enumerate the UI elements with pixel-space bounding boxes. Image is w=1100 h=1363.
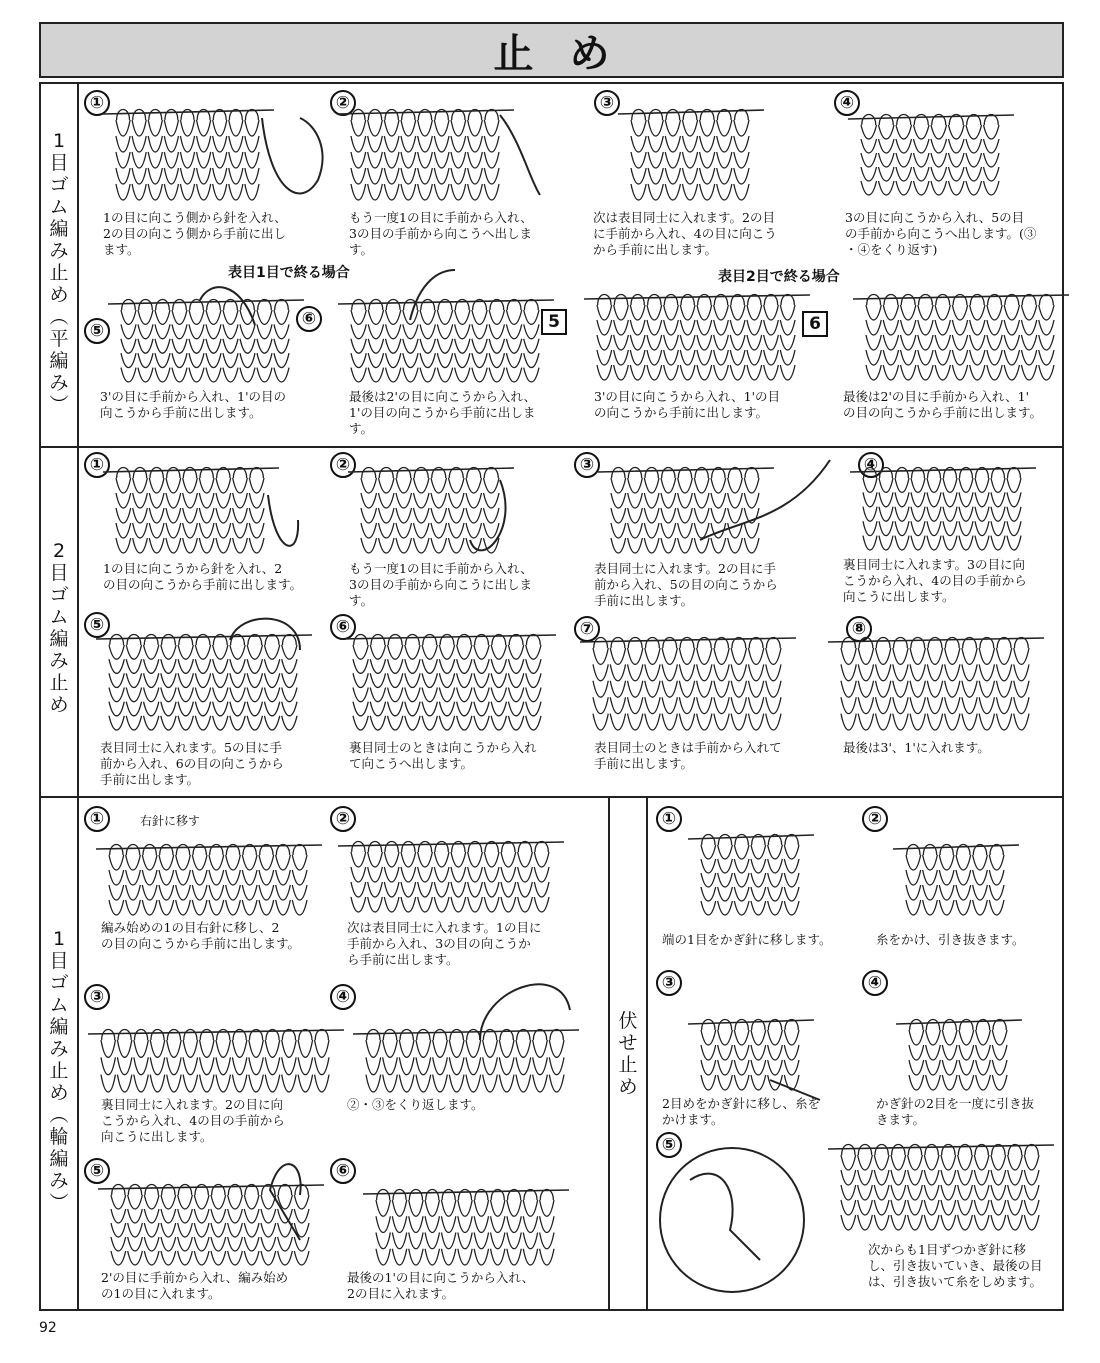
- swatch-illustration: [618, 110, 764, 201]
- step-number: ④: [330, 984, 356, 1010]
- section-label-round-1x1: 1 目 ゴ ム 編 み 止 め ︵ 輪 編 み ︶: [49, 928, 69, 1214]
- swatch-illustration: [103, 110, 274, 201]
- step-caption: 編み始めの1の目右針に移し、2 の目の向こうから手前に出します。: [101, 920, 301, 951]
- step-number: ④: [834, 90, 860, 116]
- swatch-illustration: [103, 468, 279, 554]
- step-number: ②: [330, 90, 356, 116]
- swatch-illustration: [348, 468, 514, 554]
- swatch-illustration: [108, 300, 304, 383]
- step-number: ②: [862, 806, 888, 832]
- step-number: ①: [84, 90, 110, 116]
- swatch-illustration: [96, 635, 312, 731]
- swatch-illustration: [340, 635, 556, 731]
- swatch-illustration: [828, 1145, 1054, 1231]
- step-caption: 1の目に向こうから針を入れ、2 の目の向こうから手前に出します。: [103, 561, 303, 592]
- step-number: ⑥: [296, 306, 322, 332]
- step-number: ③: [84, 984, 110, 1010]
- step-caption: 次からも1目ずつかぎ針に移 し、引き抜いていき、最後の目 は、引き抜いて糸をしめます。: [868, 1242, 1043, 1289]
- step-caption: 3'の目に向こうから入れ、1'の目 の向こうから手前に出します。: [594, 389, 781, 420]
- step-caption: 表目同士のときは手前から入れて 手前に出します。: [594, 740, 782, 771]
- step-caption: 裏目同士のときは向こうから入れ て向こうへ出します。: [349, 740, 537, 771]
- step-number: ①: [656, 806, 682, 832]
- step-number: ③: [574, 452, 600, 478]
- step-number: ①: [84, 452, 110, 478]
- step-number: ⑥: [330, 614, 356, 640]
- section-label-2x2: 2 目 ゴ ム 編 み 止 め: [49, 540, 69, 716]
- step-caption: 次は表目同士に入れます。1の目に 手前から入れ、3の目の向こうか ら手前に出します。: [347, 920, 542, 967]
- section-label-flat-1x1: 1 目 ゴ ム 編 み 止 め ︵ 平 編 み ︶: [49, 130, 69, 416]
- step-caption: もう一度1の目に手前から入れ、 3の目の手前から向こうへ出しま す。: [349, 210, 533, 257]
- swatch-illustration: [353, 1030, 579, 1093]
- step-caption: 表目同士に入れます。2の目に手 前から入れ、5の目の向こうから 手前に出します。: [594, 561, 778, 608]
- step-caption: 2目めをかぎ針に移し、糸を かけます。: [662, 1096, 820, 1127]
- swatch-illustration: [688, 835, 814, 916]
- step-number: ③: [656, 970, 682, 996]
- swatch-illustration: [853, 295, 1069, 381]
- step-number: ②: [330, 806, 356, 832]
- step-number: ⑤: [84, 318, 110, 344]
- step-caption: 表目同士に入れます。5の目に手 前から入れ、6の目の向こうから 手前に出します。: [100, 740, 284, 787]
- step-caption: 糸をかけ、引き抜きます。: [876, 932, 1025, 947]
- step-number: ②: [330, 452, 356, 478]
- step-number: ⑤: [84, 612, 110, 638]
- swatch-illustration: [828, 638, 1044, 731]
- step-number: ①: [84, 806, 110, 832]
- step-number: ⑤: [84, 1158, 110, 1184]
- step-number: ⑧: [846, 616, 872, 642]
- step-number: ⑦: [574, 616, 600, 642]
- subhead-end-one-knit: 表目1目で終る場合: [228, 265, 350, 281]
- step-caption: 最後は2'の目に向こうから入れ、 1'の目の向こうから手前に出しま す。: [349, 389, 537, 436]
- swatch-illustration: [96, 845, 322, 916]
- step-number: ④: [862, 970, 888, 996]
- swatch-illustration: [580, 638, 796, 731]
- step-caption: 最後は2'の目に手前から入れ、1' の目の向こうから手前に出します。: [843, 389, 1043, 420]
- step-caption: 裏目同士に入れます。3の目に向 こうから入れ、4の目の手前から 向こうに出します。: [843, 557, 1027, 604]
- swatch-illustration: [688, 1020, 814, 1091]
- step-number: ③: [594, 90, 620, 116]
- step-number-square: 5: [541, 309, 567, 335]
- page-number: 92: [39, 1320, 57, 1336]
- step-caption: ②・③をくり返します。: [347, 1097, 484, 1112]
- step-note-move-to-right-needle: 右針に移す: [140, 814, 201, 828]
- swatch-illustration: [850, 468, 1036, 551]
- swatch-illustration: [363, 1190, 569, 1266]
- swatch-illustration: [88, 1030, 344, 1093]
- section-label-bind-off: 伏 せ 止 め: [618, 1010, 638, 1098]
- swatch-illustration: [338, 842, 564, 913]
- step-caption: 最後の1'の目に向こうから入れ、 2の目に入れます。: [347, 1270, 535, 1301]
- swatch-illustration: [338, 300, 554, 383]
- swatch-illustration: [338, 110, 514, 201]
- step-caption: 端の1目をかぎ針に移します。: [662, 932, 832, 947]
- swatch-illustration: [598, 468, 774, 554]
- step-caption: 2'の目に手前から入れ、編み始め の1の目に入れます。: [101, 1270, 289, 1301]
- step-number: ④: [858, 452, 884, 478]
- step-caption: 裏目同士に入れます。2の目に向 こうから入れ、4の目の手前から 向こうに出します。: [101, 1097, 285, 1144]
- step-caption: 1の目に向こう側から針を入れ、 2の目の向こう側から手前に出し ます。: [103, 210, 287, 257]
- step-caption: 3の目に向こうから入れ、5の目 の手前から向こうへ出します。(③ ・④をくり返す): [845, 210, 1037, 257]
- step-caption: もう一度1の目に手前から入れ、 3の目の手前から向こうに出しま す。: [349, 561, 533, 608]
- page-title: 止め: [493, 30, 646, 77]
- swatch-illustration: [893, 845, 1019, 916]
- step-number: ⑤: [656, 1132, 682, 1158]
- swatch-illustration: [896, 1020, 1022, 1091]
- swatch-illustration: [848, 115, 1014, 196]
- step-caption: かぎ針の2目を一度に引き抜 きます。: [876, 1096, 1034, 1127]
- swatch-illustration: [584, 295, 810, 381]
- step-number: ⑥: [330, 1158, 356, 1184]
- step-caption: 3'の目に手前から入れ、1'の目の 向こうから手前に出します。: [100, 389, 287, 420]
- step-caption: 最後は3'、1'に入れます。: [843, 740, 990, 755]
- step-number-square: 6: [802, 311, 828, 337]
- subhead-end-two-knit: 表目2目で終る場合: [718, 269, 840, 285]
- step-caption: 次は表目同士に入れます。2の目 に手前から入れ、4の目に向こう から手前に出します。: [593, 210, 777, 257]
